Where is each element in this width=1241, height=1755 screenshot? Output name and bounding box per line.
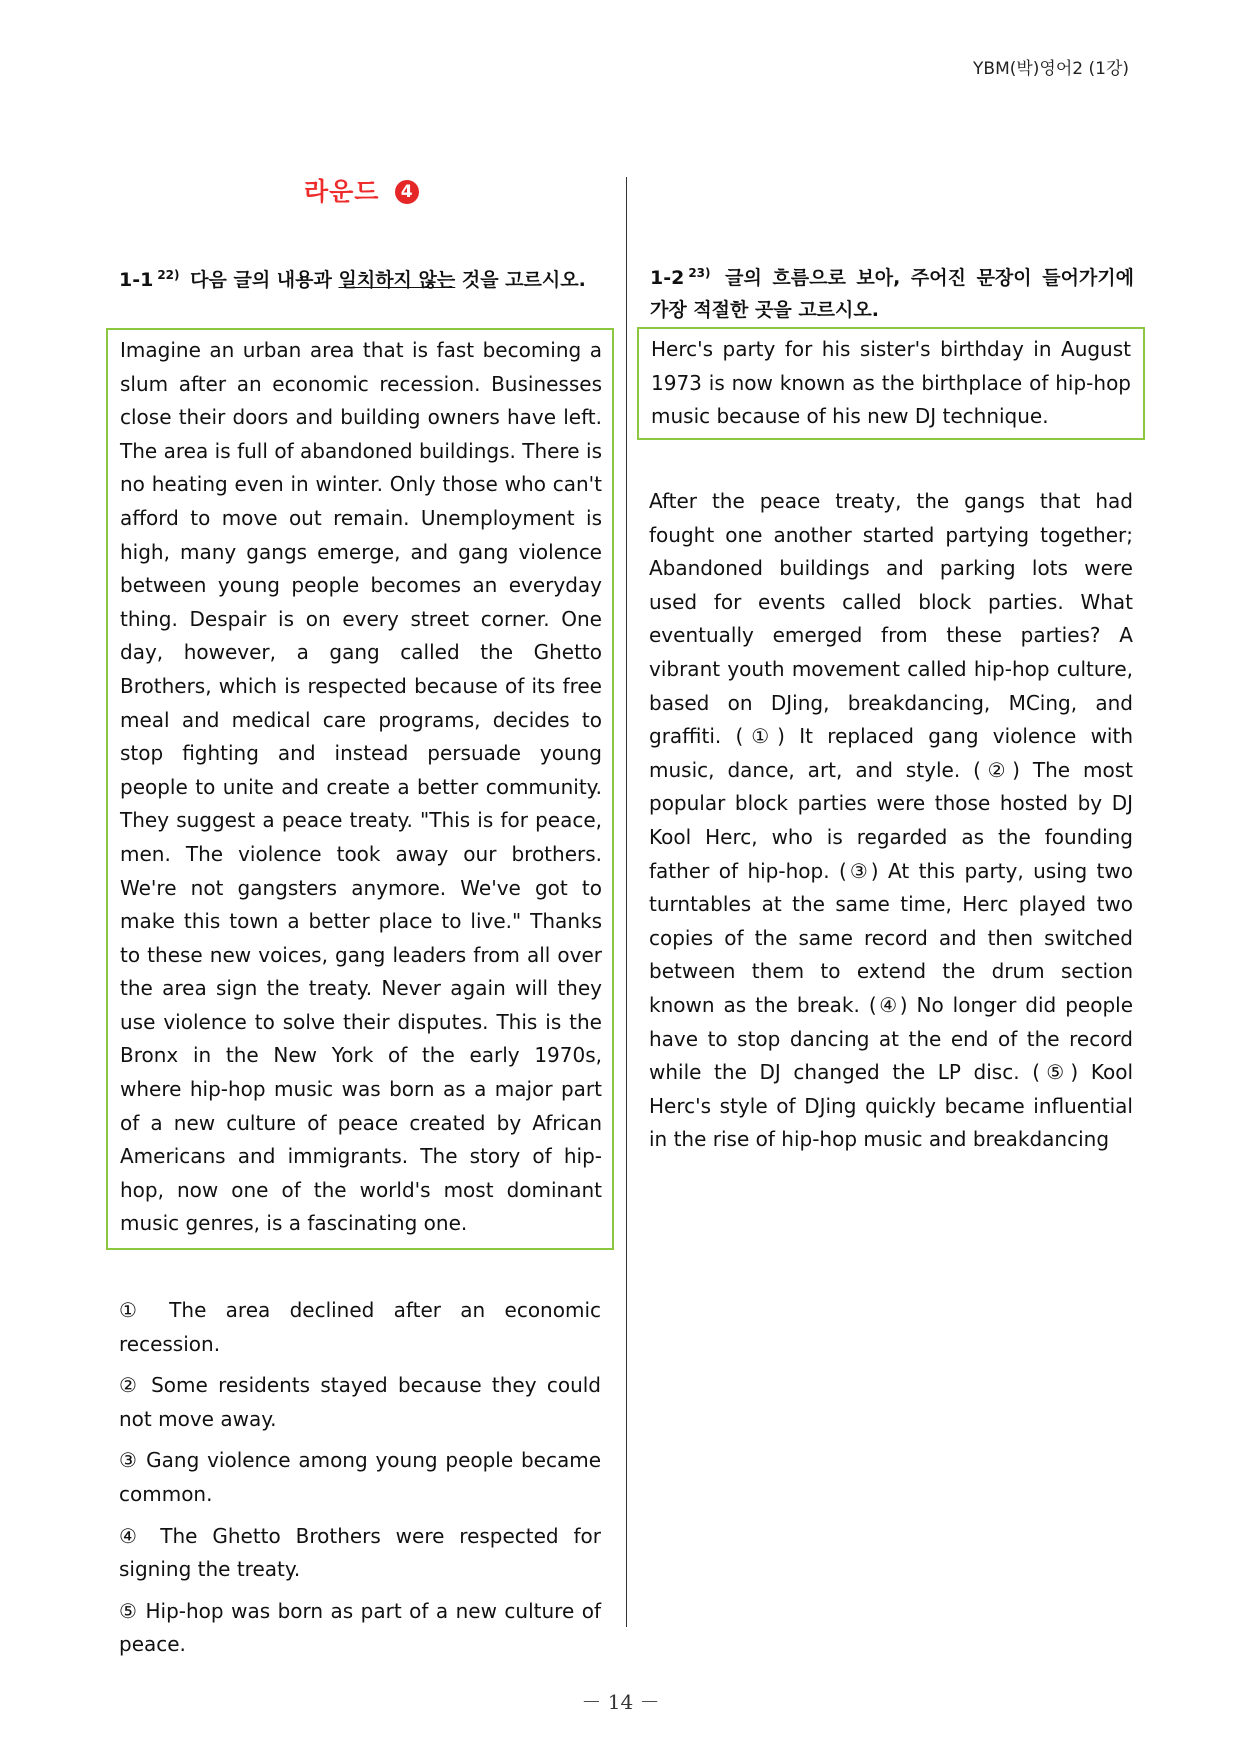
given-sentence: Herc's party for his sister's birthday in August 1973 is now known as the birthplace of hip-hop music because of his new DJ technique. <box>651 337 1131 429</box>
question-1-1-heading <box>119 259 601 296</box>
answer-option-4[interactable]: ④ The Ghetto Brothers were respected for signing the treaty. <box>119 1523 601 1582</box>
question-1-2-heading <box>650 257 1134 326</box>
answer-option-3[interactable]: ③ Gang violence among young people became common. <box>119 1448 601 1506</box>
answer-option-2[interactable]: ② Some residents stayed because they could not move away. <box>119 1373 601 1431</box>
instruction-text-end: 것을 고르시오. <box>461 269 586 291</box>
round-title <box>304 172 419 208</box>
footnote-ref: 23) <box>688 266 711 280</box>
instruction-underlined: 일치하지 않는 <box>338 269 456 291</box>
answer-options <box>119 1294 601 1670</box>
round-label: 라운드 <box>304 177 380 206</box>
page-number: － 14 － <box>581 1690 660 1714</box>
answer-option-1[interactable]: ① The area declined after an economic recession. <box>119 1298 601 1356</box>
question-number: 1-2 <box>650 267 685 289</box>
given-sentence-box <box>637 327 1145 440</box>
question-number: 1-1 <box>119 269 154 291</box>
passage-text: After the peace treaty, the gangs that had fought one another started partying together; Abandoned buildings and parking lots were used for events called block parties. What eventually emerged from these parties? A vibrant youth movement called hip-hop culture, based on DJing, breakdancing, MCing, and graffiti. (①) It replaced gang violence with music, dance, art, and style. (②) The most popular block parties were those hosted by DJ Kool Herc, who is regarded as the founding father of hip-hop. (③) At this party, using two turntables at the same time, Herc played two copies of the same record and then switched between them to extend the drum section known as the break. (④) No longer did people have to stop dancing at the end of the record while the DJ changed the LP disc. (⑤) Kool Herc's style of DJing quickly became influential in the rise of hip-hop music and breakdancing <box>649 489 1133 1152</box>
passage-text: Imagine an urban area that is fast becoming a slum after an economic recession. Businesses close their doors and building owners have left. The area is full of abandoned buildings. There is no heating even in winter. Only those who can't afford to move out remain. Unemployment is high, many gangs emerge, and gang violence between young people becomes an everyday thing. Despair is on every street corner. One day, however, a gang called the Ghetto Brothers, which is respected because of its free meal and medical care programs, decides to stop fighting and instead persuade young people to unite and create a better community. They suggest a peace treaty. "This is for peace, men. The violence took away our brothers. We're not gangsters anymore. We've got to make this town a better place to live." Thanks to these new voices, gang leaders from all over the area sign the treaty. Never again will they use violence to solve their disputes. This is the Bronx in the New York of the early 1970s, where hip-hop music was born as a major part of a new culture of peace created by African Americans and immigrants. The story of hip-hop, now one of the world's most dominant music genres, is a fascinating one. <box>120 338 602 1236</box>
footnote-ref: 22) <box>157 268 180 282</box>
passage-box <box>106 328 614 1250</box>
instruction-text: 다음 글의 내용과 <box>190 269 332 291</box>
instruction-text: 글의 흐름으로 보아, 주어진 문장이 들어가기에 가장 적절한 곳을 고르시오. <box>650 267 1134 321</box>
answer-option-5[interactable]: ⑤ Hip-hop was born as part of a new culture of peace. <box>119 1598 601 1657</box>
round-number-badge: 4 <box>395 180 419 204</box>
column-divider <box>626 177 627 1627</box>
course-header: YBM(박)영어2 (1강) <box>973 59 1129 79</box>
